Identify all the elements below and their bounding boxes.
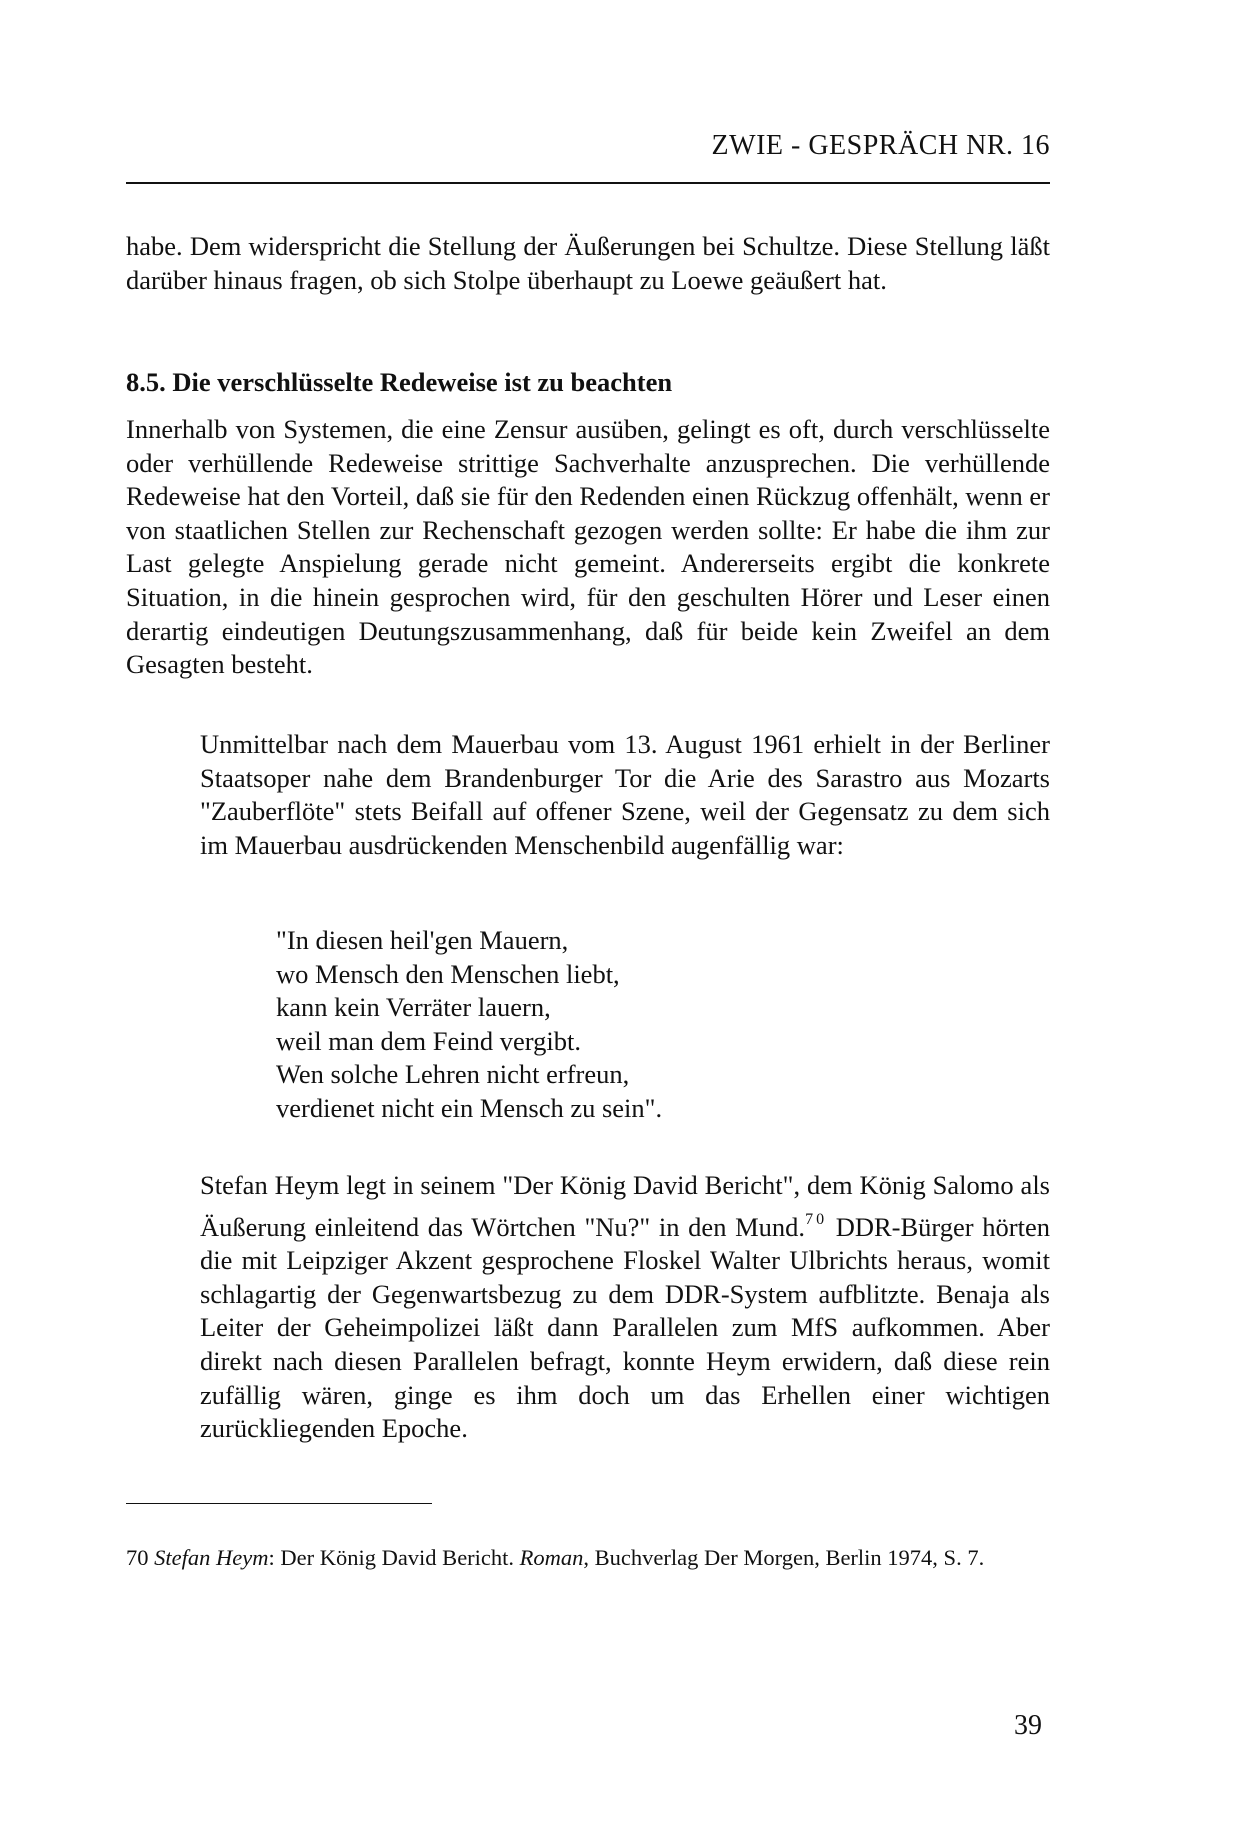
indented-paragraph-heym (200, 1169, 1050, 1446)
page-number: 39 (1014, 1710, 1042, 1741)
paragraph-continuation: habe. Dem widerspricht die Stellung der Äußerungen bei Schultze. Diese Stellung läßt darüber hinaus fragen, ob sich Stolpe überhaupt zu Loewe geäußert hat. (126, 231, 1050, 295)
header-divider (126, 182, 1050, 184)
verse-line: Wen solche Lehren nicht erfreun, (276, 1059, 630, 1090)
indented-paragraph-mauerbau: Unmittelbar nach dem Mauerbau vom 13. August 1961 erhielt in der Berliner Staatsoper nahe dem Brandenburger Tor die Arie des Sarastro aus Mozarts "Zauberflöte" stets Beifall auf offener Szene, weil der Gegensatz zu dem sich im Mauerbau ausdrückenden Menschenbild augenfällig war: (200, 729, 1050, 860)
verse-line: "In diesen heil'gen Mauern, (276, 925, 569, 955)
verse-quote (276, 924, 662, 1126)
footnote-title: : Der König David Bericht. (268, 1545, 520, 1570)
footnote-author: Stefan Heym (154, 1545, 269, 1570)
footnote-publisher: , Buchverlag Der Morgen, Berlin 1974, S. 7. (583, 1545, 985, 1570)
footnote-reference[interactable]: 70 (805, 1210, 828, 1228)
verse-line: wo Mensch den Menschen liebt, (276, 958, 620, 989)
paragraph-text-after-ref: DDR-Bürger hörten die mit Leipziger Akzent gesprochene Floskel Walter Ulbrichts heraus, womit schlagartig der Gegenwartsbezug zu dem DDR-System aufblitzte. Benaja als Leiter der Geheimpolizei läßt dann Parallelen zum MfS aufkommen. Aber direkt nach diesen Parallelen befragt, konnte Heym erwidern, daß diese rein zufällig wären, ginge es ihm doch um das Erhellen einer wichtigen zurückliegenden Epoche. (200, 1211, 1050, 1444)
paragraph-text-before-ref: Stefan Heym legt in seinem "Der König David Bericht", dem König Salomo als Äußerung einleitend das Wörtchen "Nu?" in den Mund. (200, 1170, 1050, 1242)
verse-line: verdienet nicht ein Mensch zu sein". (276, 1092, 663, 1123)
footnote-genre: Roman (519, 1545, 584, 1570)
footnote-number: 70 (126, 1545, 149, 1570)
running-header: ZWIE - GESPRÄCH NR. 16 (711, 130, 1050, 161)
verse-line: kann kein Verräter lauern, (276, 992, 551, 1023)
section-paragraph: Innerhalb von Systemen, die eine Zensur ausüben, gelingt es oft, durch verschlüsselte oder verhüllende Redeweise strittige Sachverhalte anzusprechen. Die verhüllende Redeweise hat den Vorteil, daß sie für den Redenden einen Rückzug offenhält, wenn er von staatlichen Stellen zur Rechenschaft gezogen werden sollte: Er habe die ihm zur Last gelegte Anspielung gerade nicht gemeint. Andererseits ergibt die konkrete Situation, in die hinein gesprochen wird, für den geschulten Hörer und Leser einen derartig eindeutigen Deutungszusammenhang, daß für beide kein Zweifel an dem Gesagten besteht. (126, 414, 1050, 680)
section-heading: 8.5. Die verschlüsselte Redeweise ist zu beachten (126, 367, 673, 397)
footnote (126, 1544, 1050, 1572)
footnote-divider (126, 1503, 432, 1504)
verse-line: weil man dem Feind vergibt. (276, 1025, 581, 1056)
